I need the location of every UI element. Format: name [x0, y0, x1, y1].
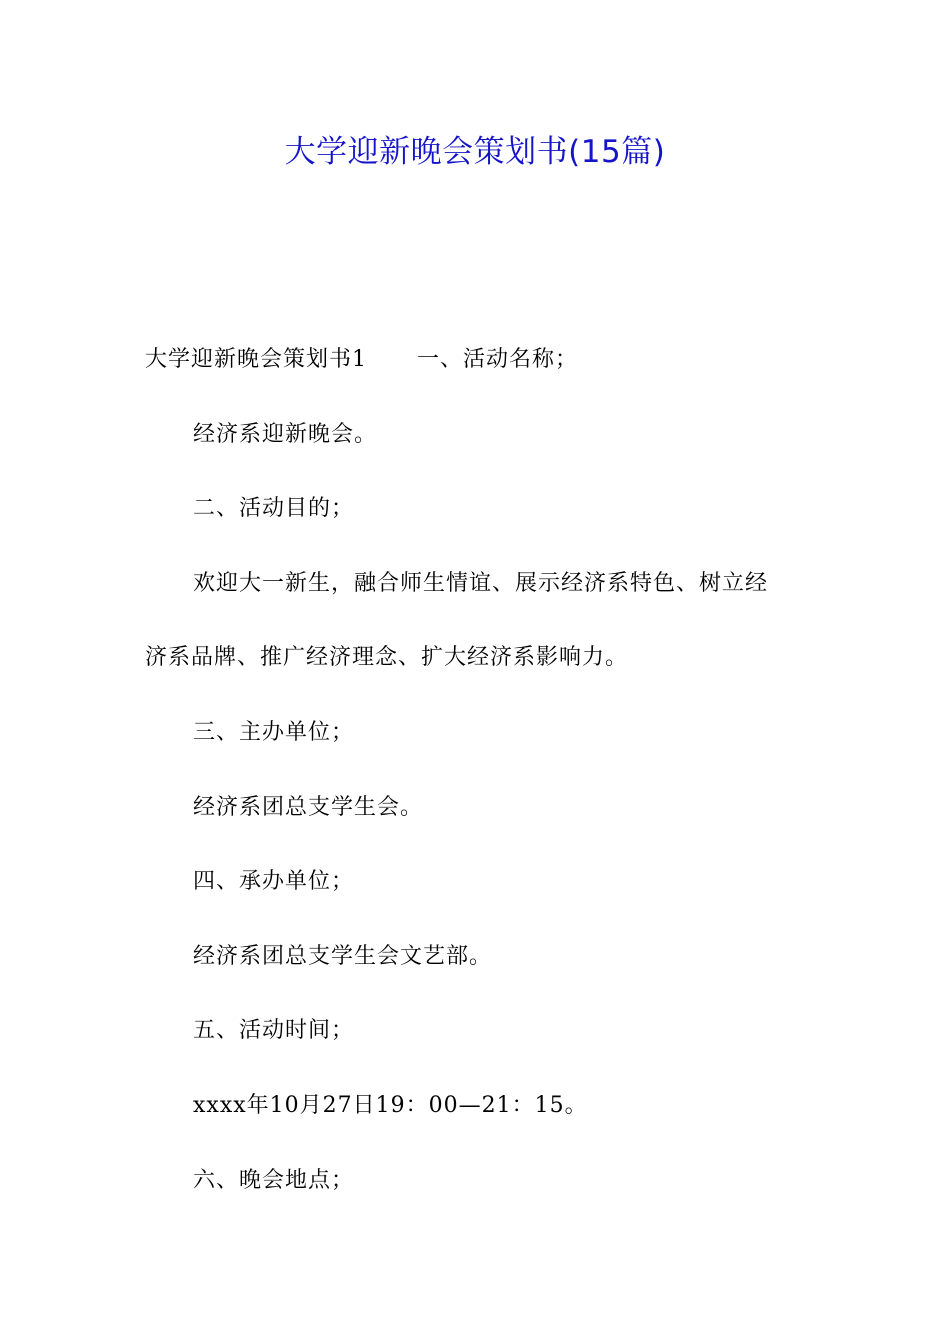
paragraph-line: 欢迎大一新生，融合师生情谊、展示经济系特色、树立经 [193, 571, 769, 596]
paragraph-line: 三、主办单位； [193, 720, 355, 745]
paragraph-line: 济系品牌、推广经济理念、扩大经济系影响力。 [145, 645, 629, 670]
paragraph-line: 经济系团总支学生会文艺部。 [193, 944, 493, 969]
heading-line [145, 345, 578, 375]
section-heading: 大学迎新晚会策划书1 [145, 347, 367, 372]
paragraph-line: 五、活动时间； [193, 1018, 355, 1043]
paragraph-line: 四、承办单位； [193, 869, 355, 894]
paragraph-line: 经济系团总支学生会。 [193, 795, 424, 820]
activity-name-heading: 一、活动名称； [417, 347, 579, 372]
paragraph-line: 二、活动目的； [193, 496, 355, 521]
paragraph-line: xxxx年10月27日19：00—21：15。 [193, 1093, 588, 1118]
paragraph-line: 经济系迎新晚会。 [193, 422, 378, 447]
document-title: 大学迎新晚会策划书(15篇) [284, 134, 666, 170]
paragraph-line: 六、晚会地点； [193, 1168, 355, 1193]
